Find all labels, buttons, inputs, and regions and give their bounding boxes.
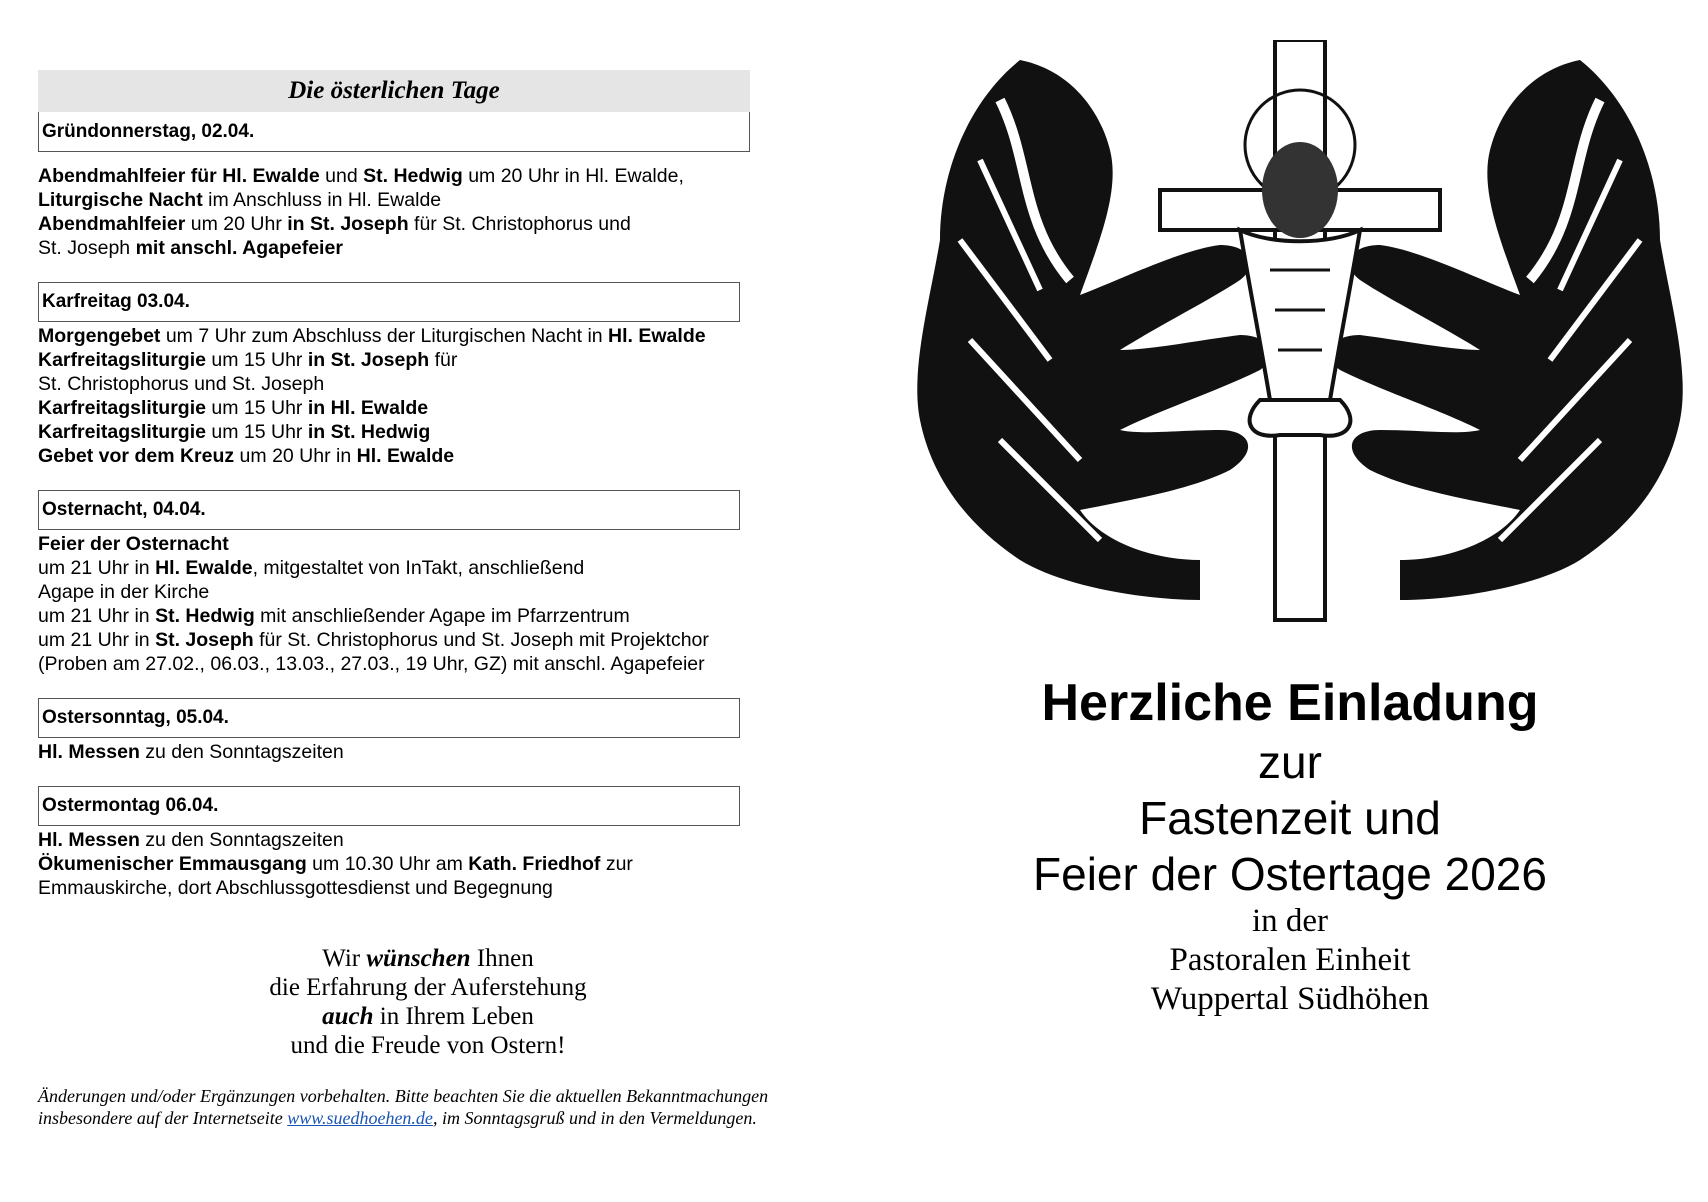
day-details xyxy=(38,532,798,676)
day-details xyxy=(38,164,798,260)
bold-text: wünschen xyxy=(366,945,471,972)
bold-text: mit anschl. Agapefeier xyxy=(135,237,343,259)
text: zur xyxy=(600,853,633,875)
day-details xyxy=(38,740,798,764)
text: und die Freude von Ostern! xyxy=(290,1032,566,1059)
text: Emmauskirche, dort Abschlussgottesdienst und Begegnung xyxy=(38,877,553,899)
bold-text: Morgengebet xyxy=(38,325,161,347)
day-header: Ostersonntag, 05.04. xyxy=(38,698,740,738)
detail-line xyxy=(38,852,798,876)
detail-line xyxy=(38,740,798,764)
text: in Ihrem Leben xyxy=(373,1003,534,1030)
crucifix-in-hands-illustration xyxy=(900,40,1700,630)
day-header: Gründonnerstag, 02.04. xyxy=(38,112,750,152)
detail-line xyxy=(38,188,798,212)
text: um 21 Uhr in xyxy=(38,629,156,651)
wish-line xyxy=(38,944,818,973)
text: um 15 Uhr xyxy=(205,421,308,443)
head xyxy=(1262,142,1338,238)
text: (Proben am 27.02., 06.03., 13.03., 27.03., 19 Uhr, GZ) mit anschl. Agapefeier xyxy=(38,653,705,675)
wish-line xyxy=(38,1002,818,1031)
text: Wir xyxy=(322,945,367,972)
bold-text: Hl. Ewalde xyxy=(608,325,706,347)
text: um 15 Uhr xyxy=(205,397,308,419)
wish-line xyxy=(38,1031,818,1060)
invitation-line-pastoral: Pastoralen Einheit xyxy=(1169,942,1411,978)
bold-text: Abendmahlfeier xyxy=(38,213,186,235)
bold-text: in St. Joseph xyxy=(307,349,430,371)
day-details xyxy=(38,828,798,900)
text: um 10.30 Uhr am xyxy=(306,853,469,875)
bold-text: St. Hedwig xyxy=(363,165,463,187)
detail-line xyxy=(38,164,798,188)
wish-line xyxy=(38,973,818,1002)
bold-text: Kath. Friedhof xyxy=(468,853,601,875)
bold-text: Karfreitagsliturgie xyxy=(38,349,206,371)
text: zu den Sonntagszeiten xyxy=(139,741,344,763)
bold-text: Gebet vor dem Kreuz xyxy=(38,445,235,467)
bold-text: in St. Hedwig xyxy=(307,421,431,443)
detail-line xyxy=(38,876,798,900)
detail-line xyxy=(38,348,798,372)
detail-line xyxy=(38,532,798,556)
right-hand-shape xyxy=(1330,60,1683,600)
text: St. Joseph xyxy=(38,237,136,259)
text: St. Christophorus und St. Joseph xyxy=(38,373,325,395)
bold-text: Hl. Ewalde xyxy=(356,445,455,467)
detail-line xyxy=(38,604,798,628)
bold-text: Hl. Ewalde xyxy=(155,557,253,579)
text: um 15 Uhr xyxy=(205,349,308,371)
detail-line xyxy=(38,396,798,420)
bold-text: Karfreitagsliturgie xyxy=(38,397,206,419)
invitation-line-zur: zur xyxy=(1258,736,1322,788)
invitation-block xyxy=(900,672,1680,1019)
text: Ihnen xyxy=(470,945,534,972)
text: um 20 Uhr in xyxy=(234,445,357,467)
detail-line xyxy=(38,236,798,260)
text: für St. Christophorus und xyxy=(408,213,631,235)
text: um 7 Uhr zum Abschluss der Liturgischen Nacht in xyxy=(160,325,609,347)
invitation-title: Herzliche Einladung xyxy=(1041,674,1539,732)
left-hand-shape xyxy=(917,60,1270,600)
text: um 21 Uhr in xyxy=(38,605,156,627)
bold-text: St. Joseph xyxy=(155,629,254,651)
bold-text: Ökumenischer Emmausgang xyxy=(38,853,307,875)
invitation-line-in-der: in der xyxy=(1251,903,1329,939)
text: , mitgestaltet von InTakt, anschließend xyxy=(252,557,585,579)
text: für xyxy=(429,349,458,371)
detail-line xyxy=(38,580,798,604)
note-text-after: , im Sonntagsgruß und in den Vermeldungen. xyxy=(432,1108,757,1128)
bold-text: in St. Joseph xyxy=(287,213,409,235)
invitation-line-wuppertal: Wuppertal Südhöhen xyxy=(1150,981,1430,1017)
text: um 21 Uhr in xyxy=(38,557,156,579)
bold-text: in Hl. Ewalde xyxy=(307,397,429,419)
bold-text: Hl. Messen xyxy=(38,741,140,763)
bold-text: Liturgische Nacht xyxy=(38,189,203,211)
bold-text: St. Hedwig xyxy=(155,605,255,627)
section-heading: Die österlichen Tage xyxy=(38,70,750,112)
detail-line xyxy=(38,828,798,852)
body xyxy=(1240,230,1360,400)
website-link[interactable]: www.suedhoehen.de xyxy=(287,1108,433,1128)
left-page xyxy=(38,70,798,900)
invitation-line-fastenzeit: Fastenzeit und xyxy=(1139,792,1441,844)
day-header: Karfreitag 03.04. xyxy=(38,282,740,322)
bold-text: Feier der Osternacht xyxy=(38,533,229,555)
text: und xyxy=(319,165,364,187)
text: mit anschließender Agape im Pfarrzentrum xyxy=(254,605,630,627)
detail-line xyxy=(38,420,798,444)
text: Agape in der Kirche xyxy=(38,581,210,603)
text: um 20 Uhr xyxy=(185,213,288,235)
day-details xyxy=(38,324,798,468)
bold-text: Abendmahlfeier für Hl. Ewalde xyxy=(38,165,320,187)
invitation-line-ostertage: Feier der Ostertage 2026 xyxy=(1033,848,1547,900)
detail-line xyxy=(38,628,798,652)
bold-text: Karfreitagsliturgie xyxy=(38,421,206,443)
text: die Erfahrung der Auferstehung xyxy=(269,974,587,1001)
text: zu den Sonntagszeiten xyxy=(139,829,344,851)
detail-line xyxy=(38,652,798,676)
detail-line xyxy=(38,372,798,396)
text: für St. Christophorus und St. Joseph mit Projektchor xyxy=(253,629,709,651)
detail-line xyxy=(38,444,798,468)
note-text-before: Änderungen und/oder Ergänzungen vorbehalten. Bitte beachten Sie die aktuellen Bekanntmachungen insbesondere auf der Internetseite xyxy=(38,1086,769,1128)
detail-line xyxy=(38,212,798,236)
text: im Anschluss in Hl. Ewalde xyxy=(202,189,442,211)
disclaimer-note xyxy=(38,1085,828,1129)
day-header: Osternacht, 04.04. xyxy=(38,490,740,530)
text: um 20 Uhr in Hl. Ewalde, xyxy=(462,165,684,187)
bold-text: Hl. Messen xyxy=(38,829,140,851)
detail-line xyxy=(38,324,798,348)
day-header: Ostermontag 06.04. xyxy=(38,786,740,826)
bold-text: auch xyxy=(322,1003,374,1030)
easter-wish xyxy=(38,944,818,1060)
days-list xyxy=(38,112,798,900)
detail-line xyxy=(38,556,798,580)
